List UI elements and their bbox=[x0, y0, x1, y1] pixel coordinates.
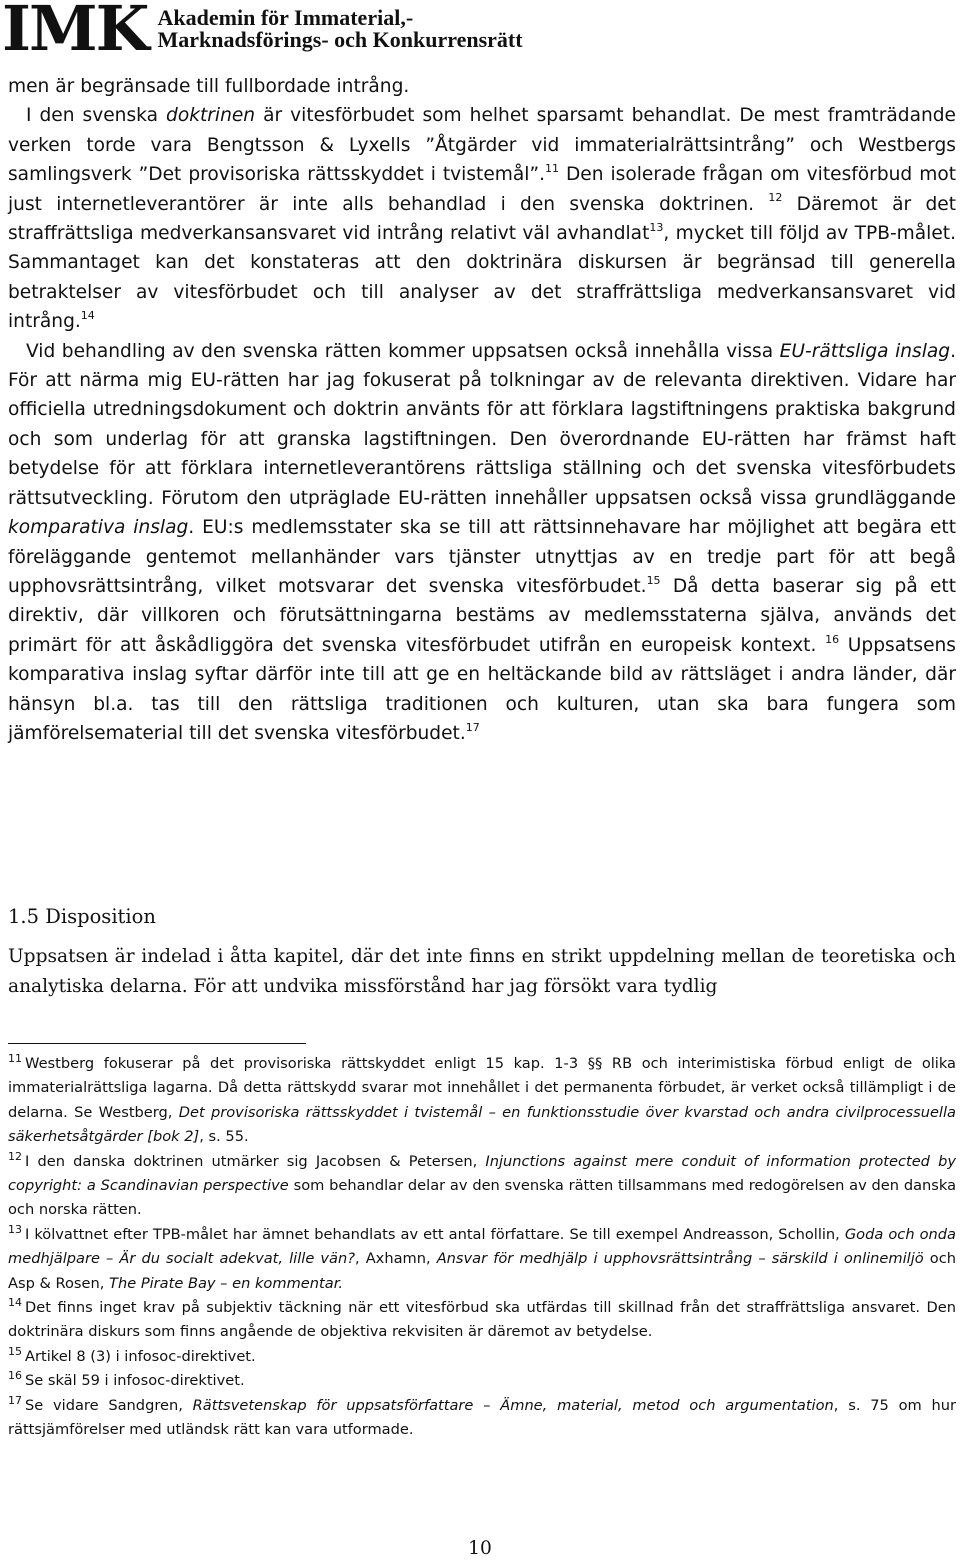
footnote-14: $^{14}$ Det finns inget krav på subjektiv täckning när ett vitesförbud ska utfärdas till skillnad från det straffrättsliga ansvaret. Den doktrinära diskurs som finns angående de objektiva rekvisiten är däremot av betydelse. bbox=[8, 1296, 956, 1341]
body-text bbox=[8, 72, 956, 748]
logo-text bbox=[158, 7, 523, 51]
footnote-15: $^{15}$ Artikel 8 (3) i infosoc-direktivet. bbox=[8, 1345, 256, 1365]
logo-mark: IMK bbox=[2, 0, 148, 65]
footnote-13: $^{13}$ I kölvattnet efter TPB-målet har ämnet behandlats av ett antal författare. Se till exempel Andreasson, Schollin, Goda och onda medhjälpare – Är du socialt adekvat, lille vän?, Axhamn, Ansvar för medhjälp i upphovsrättsintrång – särskild i onlinemiljö och Asp & Rosen, The Pirate Bay – en kommentar. bbox=[8, 1222, 956, 1292]
footnote-16: $^{16}$ Se skäl 59 i infosoc-direktivet. bbox=[8, 1369, 245, 1390]
logo-line-2: Marknadsförings- och Konkurrensrätt bbox=[157, 27, 523, 52]
imk-logo bbox=[0, 0, 523, 65]
footnote-ref-12[interactable]: 12 bbox=[768, 191, 783, 205]
footnote-ref-14[interactable]: 14 bbox=[80, 309, 95, 323]
footnote-ref-15[interactable]: 15 bbox=[646, 573, 661, 587]
footnote-12: $^{12}$ I den danska doktrinen utmärker sig Jacobsen & Petersen, Injunctions against mere conduit of information protected by copyright: a Scandinavian perspective som behandlar delar av den svenska rätten tillsammans med redogörelsen av den danska och norska rätten. bbox=[8, 1149, 957, 1219]
section-heading: 1.5 Disposition bbox=[8, 905, 156, 928]
section-paragraph: Uppsatsen är indelad i åtta kapitel, där det inte finns en strikt uppdelning mellan de teoretiska och analytiska delarna. För att undvika missförstånd har jag försökt vara tydlig bbox=[8, 946, 956, 997]
footnote-ref-17[interactable]: 17 bbox=[465, 720, 480, 734]
footnote-ref-13[interactable]: 13 bbox=[649, 220, 664, 234]
logo-line-1: Akademin för Immaterial,- bbox=[157, 5, 414, 30]
footnote-17: $^{17}$ Se vidare Sandgren, Rättsvetenskap för uppsatsförfattare – Ämne, material, metod och argumentation, s. 75 om hur rättsjämförelser med utländsk rätt kan vara utformade. bbox=[8, 1393, 956, 1439]
page-number: 10 bbox=[468, 1538, 492, 1559]
footnotes bbox=[8, 1052, 956, 1443]
footnote-ref-16[interactable]: 16 bbox=[825, 632, 840, 646]
footnote-11: $^{11}$ Westberg fokuserar på det provisoriska rättskyddet enligt 15 kap. 1-3 §§ RB och interimistiska förbud enligt de olika immaterialrättsliga lagarna. Då detta rättskydd svarar mot innehållet i det permanenta förbudet, är verket också tillämpligt i de delarna. Se Westberg, Det provisoriska rättsskyddet i tvistemål – en funktionsstudie över kvarstad och andra civilprocessuella säkerhetsåtgärder [bok 2], s. 55. bbox=[8, 1052, 956, 1146]
paragraph-doctrine: I den svenska doktrinen är vitesförbudet som helhet sparsamt behandlat. De mest framträdande verken torde vara Bengtsson & Lyxells ”Åtgärder vid immaterialrättsintrång” och Westbergs samlingsverk ”Det provisoriska rättsskyddet i tvistemål”.$^{11}$ Den isolerade frågan om vitesförbud mot just internetleverantörer är inte alls behandlad i den svenska doktrinen. $^{12}$ Däremot är det straffrättsliga medverkansansvaret vid intrång relativt väl avhandlat$^{13}$, mycket till följd av TPB-målet. Sammantaget kan det konstateras att den doktrinära diskursen är begränsad till generella betraktelser av vitesförbudet och till analyser av det straffrättsliga medverkansansvaret vid intrång.$^{14}$ bbox=[8, 105, 957, 333]
paragraph-eu-law: Vid behandling av den svenska rätten kommer uppsatsen också innehålla vissa EU-rättsliga inslag. För att närma mig EU-rätten har jag fokuserat på tolkningar av de relevanta direktiven. Vidare har officiella utredningsdokument och doktrin använts för att förklara lagstiftningens praktiska bakgrund och som underlag för att granska lagstiftningen. Den överordnande EU-rätten har främst haft betydelse för att förklara internetleverantörens rättsliga ställning och det svenska vitesförbudets rättsutveckling. Förutom den utpräglade EU-rätten innehåller uppsatsen också vissa grundläggande komparativa inslag. EU:s medlemsstater ska se till att rättsinnehavare har möjlighet att begära ett föreläggande gentemot mellanhänder vars tjänster utnyttjas av en tredje part för att begå upphovsrättsintrång, vilket motsvarar det svenska vitesförbudet.$^{15}$ Då detta baserar sig på ett direktiv, där villkoren och förutsättningarna bestäms av medlemsstaterna själva, används det primärt för att åskådliggöra det svenska vitesförbudet utifrån en europeisk kontext. $^{16}$ Uppsatsens komparativa inslag syftar därför inte till att ge en heltäckande bild av rättsläget i andra länder, där hänsyn bl.a. tas till den rättsliga traditionen och kulturen, utan ska bara fungera som jämförelsematerial till det svenska vitesförbudet.$^{17}$ bbox=[8, 340, 956, 744]
paragraph-continuation: men är begränsade till fullbordade intrång. bbox=[8, 76, 410, 97]
footnote-divider bbox=[8, 1043, 306, 1044]
footnote-ref-11[interactable]: 11 bbox=[544, 162, 559, 176]
